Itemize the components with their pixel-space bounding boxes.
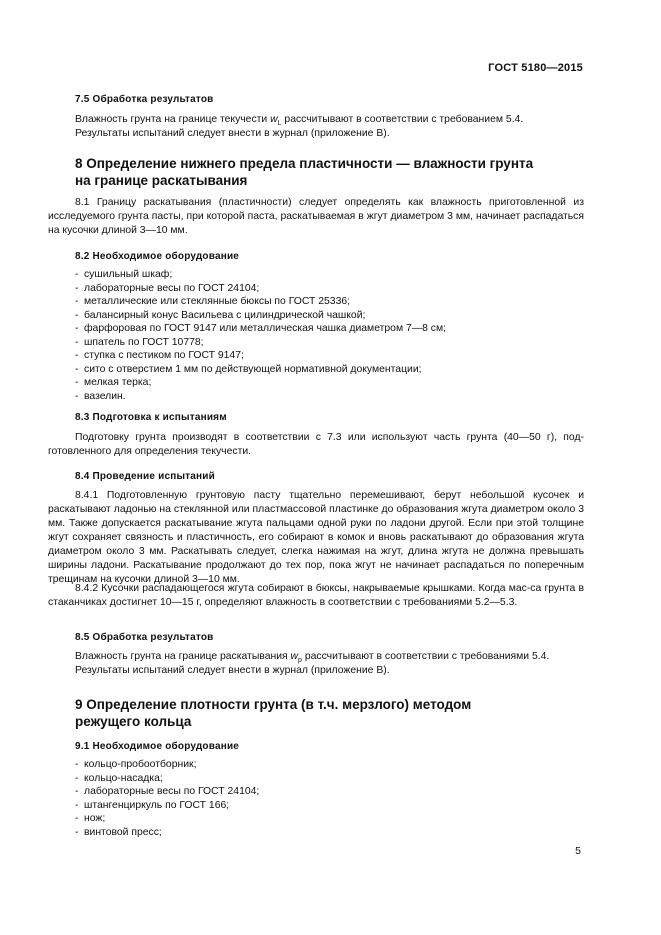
list-item: - сито с отверстием 1 мм по действующей нормативной документации;	[75, 363, 611, 377]
variable-w: w	[270, 114, 278, 125]
document-header: ГОСТ 5180—2015	[488, 62, 583, 74]
list-item: - штангенциркуль по ГОСТ 166;	[75, 799, 611, 813]
equipment-list-9-1	[75, 758, 611, 839]
section-9-title	[48, 696, 584, 730]
list-item: - металлические или стеклянные бюксы по ГОСТ 25336;	[75, 295, 611, 309]
list-item: - фарфоровая по ГОСТ 9147 или металлическая чашка диаметром 7—8 см;	[75, 322, 611, 336]
list-item: - лабораторные весы по ГОСТ 24104;	[75, 785, 611, 799]
equipment-list-8-2	[75, 268, 611, 403]
section-9-1-title: 9.1 Необходимое оборудование	[75, 741, 240, 752]
section-8-title	[48, 155, 584, 189]
list-item: - балансирный конус Васильева с цилиндрической чашкой;	[75, 309, 611, 323]
paragraph-8-5-note: Результаты испытаний следует внести в журнал (приложение В).	[75, 665, 390, 676]
list-item: - кольцо-насадка;	[75, 772, 611, 786]
variable-w: w	[290, 651, 299, 662]
section-8-2-title: 8.2 Необходимое оборудование	[75, 251, 240, 262]
list-item: - лабораторные весы по ГОСТ 24104;	[75, 282, 611, 296]
paragraph-8-4-2: 8.4.2 Кусочки распадающегося жгута собирают в бюксы, накрываемые крышками. Когда мас-са грунта в стаканчиках достигнет 10—15 г, определяют влажность в соответствии с требованиями 5.2—5.3.	[48, 583, 584, 608]
section-8-title-line1: 8 Определение нижнего предела пластичности — влажности грунта	[75, 156, 534, 171]
text-run: рассчитывают в соответствии с требованиями 5.4.	[301, 651, 550, 662]
subscript: L	[277, 120, 282, 128]
list-item: - вазелин.	[75, 390, 611, 404]
list-item: - шпатель по ГОСТ 10778;	[75, 336, 611, 350]
section-7-5-title: 7.5 Обработка результатов	[75, 94, 214, 105]
list-item: - сушильный шкаф;	[75, 268, 611, 282]
section-8-3-title: 8.3 Подготовка к испытаниям	[75, 412, 227, 423]
text-run: Влажность грунта на границе раскатывания	[75, 651, 291, 662]
list-item: - кольцо-пробоотборник;	[75, 758, 611, 772]
list-item: - нож;	[75, 812, 611, 826]
section-7-5-note: Результаты испытаний следует внести в журнал (приложение В).	[75, 128, 390, 139]
list-item: - винтовой пресс;	[75, 826, 611, 840]
paragraph-8-3: Подготовку грунта производят в соответствии с 7.3 или используют часть грунта (40—50 г), под-готовленного для определения текучести.	[48, 432, 584, 457]
text-run: Влажность грунта на границе текучести	[75, 114, 271, 125]
page-number: 5	[575, 845, 581, 857]
section-8-5-title: 8.5 Обработка результатов	[75, 632, 214, 643]
subscript: p	[298, 657, 302, 665]
list-item: - ступка с пестиком по ГОСТ 9147;	[75, 349, 611, 363]
section-8-4-title: 8.4 Проведение испытаний	[75, 471, 215, 482]
list-item: - мелкая терка;	[75, 376, 611, 390]
section-9-title-line2: режущего кольца	[75, 714, 192, 729]
section-9-title-line1: 9 Определение плотности грунта (в т.ч. мерзлого) методом	[75, 697, 472, 712]
paragraph-8-1: 8.1 Границу раскатывания (пластичности) следует определять как влажность приготовленной из исследуемого грунта пасты, при которой паста, раскатываемая в жгут диаметром 3 мм, начинает распадаться на кусочки длиной 3—10 мм.	[48, 197, 584, 236]
text-run: рассчитывают в соответствии с требованием 5.4.	[281, 114, 524, 125]
section-8-title-line2: на границе раскатывания	[75, 173, 248, 188]
paragraph-8-4-1: 8.4.1 Подготовленную грунтовую пасту тщательно перемешивают, берут небольшой кусочек и раскатывают ладонью на стеклянной или пластмассовой пластинке до образования жгута диаметром около 3 мм. Также допускается раскатывание жгута пальцами одной руки по ладони другой. Если при этой толщине жгут сохраняет связность и пластичность, его собирают в комок и вновь раскатывают до образования жгута диаметром около 3 мм. Раскатывать следует, слегка нажимая на жгут, длина жгута не должна превышать ширины ладони. Раскатывание продолжают до тех пор, пока жгут не начинает распадаться по поперечным трещинам на кусочки длиной 3—10 мм.	[48, 490, 584, 585]
